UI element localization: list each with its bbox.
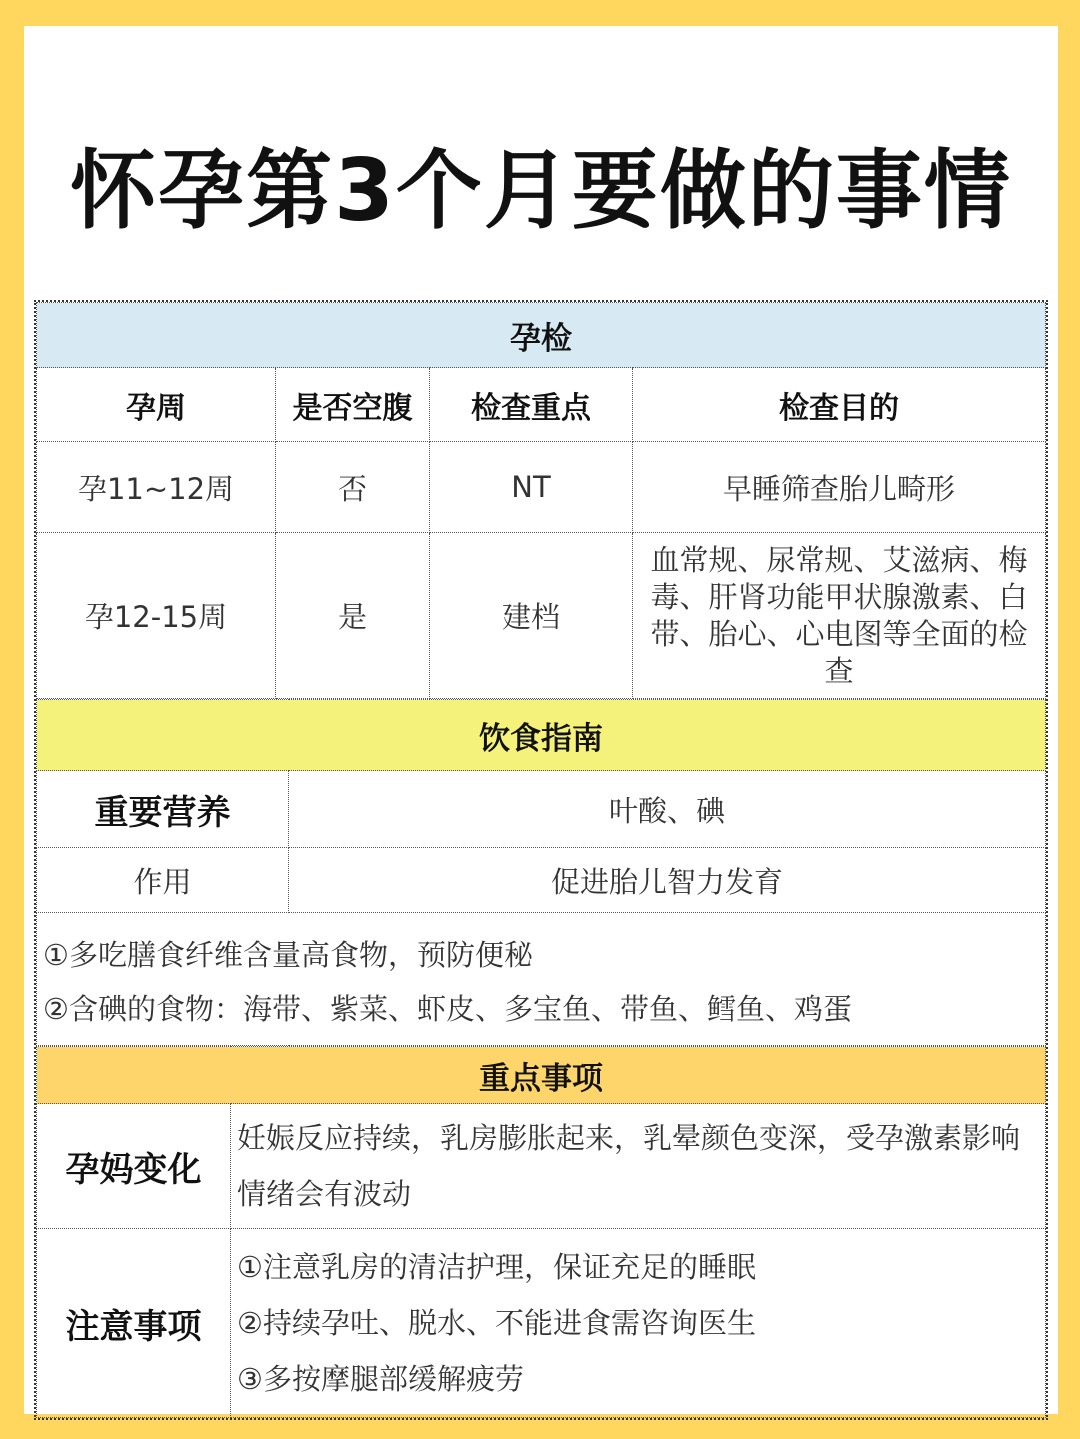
nutrition-label: 重要营养 [37, 771, 289, 848]
page-title: 怀孕第3个月要做的事情 [70, 141, 1012, 241]
header-focus: 检查重点 [430, 368, 633, 442]
list-item: ①多吃膳食纤维含量高食物，预防便秘 [43, 938, 533, 972]
list-item: ①注意乳房的清洁护理，保证充足的睡眠 [237, 1250, 756, 1284]
nutrition-value: 叶酸、碘 [289, 771, 1046, 848]
header-purpose: 检查目的 [633, 368, 1046, 442]
exam-table [36, 302, 1046, 699]
change-text: 妊娠反应持续，乳房膨胀起来，乳晕颜色变深，受孕激素影响情绪会有波动 [231, 1104, 1046, 1229]
diet-tips [37, 913, 1046, 1046]
info-sheet [34, 300, 1048, 1420]
diet-table [36, 699, 1046, 1046]
diet-band: 饮食指南 [37, 700, 1046, 771]
row-focus: NT [430, 442, 633, 533]
notes-label: 注意事项 [37, 1229, 231, 1418]
row-fasting: 是 [276, 533, 430, 699]
change-label: 孕妈变化 [37, 1104, 231, 1229]
row-week: 孕12-15周 [37, 533, 276, 699]
poster [24, 26, 1058, 1414]
row-purpose: 早睡筛查胎儿畸形 [633, 442, 1046, 533]
notes-list [231, 1229, 1046, 1418]
row-fasting: 否 [276, 442, 430, 533]
key-table [36, 1046, 1046, 1418]
list-item: ③多按摩腿部缓解疲劳 [237, 1362, 524, 1396]
header-fasting: 是否空腹 [276, 368, 430, 442]
effect-value: 促进胎儿智力发育 [289, 848, 1046, 913]
list-item: ②持续孕吐、脱水、不能进食需咨询医生 [237, 1306, 756, 1340]
row-focus: 建档 [430, 533, 633, 699]
row-week: 孕11~12周 [37, 442, 276, 533]
table-row [37, 533, 1046, 699]
effect-label: 作用 [37, 848, 289, 913]
table-row [37, 442, 1046, 533]
key-band: 重点事项 [37, 1047, 1046, 1104]
list-item: ②含碘的食物：海带、紫菜、虾皮、多宝鱼、带鱼、鳕鱼、鸡蛋 [43, 992, 852, 1026]
row-purpose: 血常规、尿常规、艾滋病、梅毒、肝肾功能甲状腺激素、白带、胎心、心电图等全面的检查 [633, 533, 1046, 699]
exam-band: 孕检 [37, 303, 1046, 368]
header-week: 孕周 [37, 368, 276, 442]
